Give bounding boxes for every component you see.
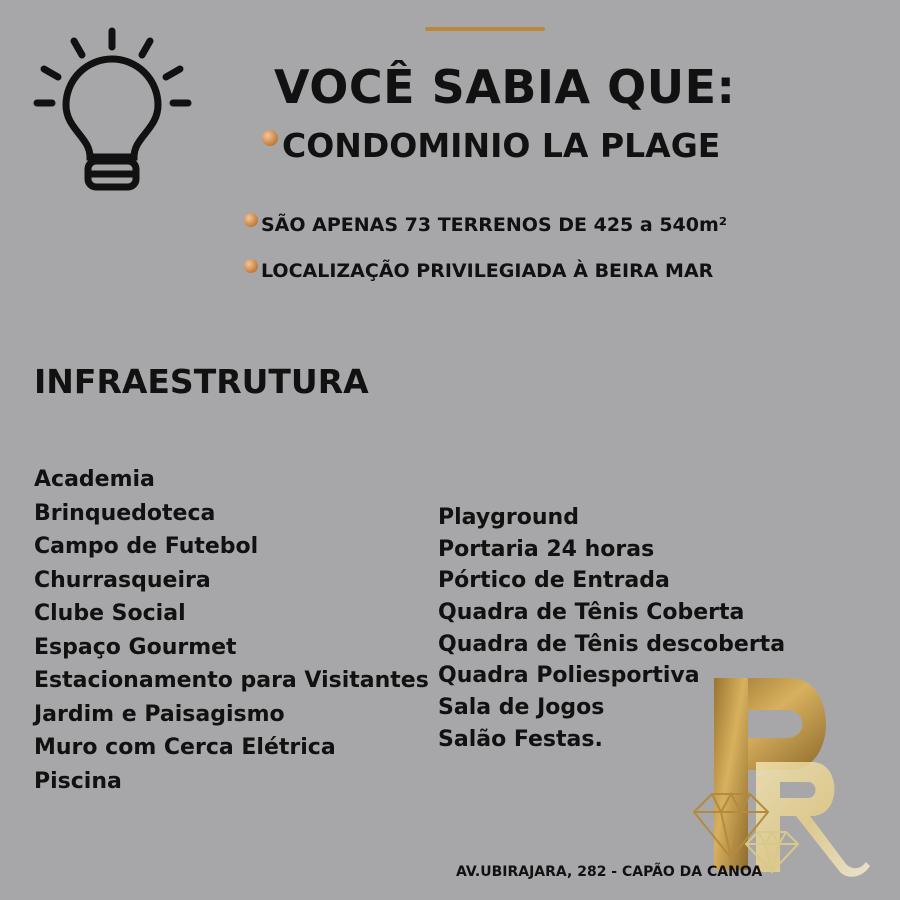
subtitle xyxy=(262,126,720,165)
list-item: Salão Festas. xyxy=(438,726,603,752)
list-item: Brinquedoteca xyxy=(34,500,216,526)
fact-text: SÃO APENAS 73 TERRENOS DE 425 a 540m² xyxy=(261,214,728,236)
letter-r-light xyxy=(756,762,870,877)
rr-diamond-logo xyxy=(690,672,885,887)
list-item: Churrasqueira xyxy=(34,567,211,593)
list-item: Muro com Cerca Elétrica xyxy=(34,735,336,760)
list-item: Espaço Gourmet xyxy=(34,634,237,660)
list-item: Quadra de Tênis Coberta xyxy=(438,600,745,626)
list-item: Jardim e Paisagismo xyxy=(34,701,285,727)
infrastructure-title: INFRAESTRUTURA xyxy=(34,362,369,401)
list-item: Piscina xyxy=(34,768,122,794)
lightbulb-icon xyxy=(30,25,195,200)
headline: VOCÊ SABIA QUE: xyxy=(274,60,736,114)
infrastructure-list-left xyxy=(34,463,429,798)
subtitle-text: CONDOMINIO LA PLAGE xyxy=(282,126,721,165)
fact-item xyxy=(244,214,727,260)
list-item: Sala de Jogos xyxy=(438,695,605,721)
list-item: Playground xyxy=(438,505,579,530)
list-item: Campo de Futebol xyxy=(34,534,259,559)
address-text: AV.UBIRAJARA, 282 - CAPÃO DA CANOA xyxy=(456,864,763,880)
list-item: Quadra Poliesportiva xyxy=(438,663,700,689)
bullet-dot-icon xyxy=(262,130,278,146)
list-item: Quadra de Tênis descoberta xyxy=(438,631,786,657)
list-item: Academia xyxy=(34,467,155,492)
list-item: Clube Social xyxy=(34,601,186,626)
list-item: Portaria 24 horas xyxy=(438,536,655,562)
top-accent-rule xyxy=(425,27,545,31)
bullet-dot-icon xyxy=(244,213,258,227)
facts-list xyxy=(244,214,727,306)
list-item: Estacionamento para Visitantes xyxy=(34,668,429,693)
fact-text: LOCALIZAÇÃO PRIVILEGIADA À BEIRA MAR xyxy=(261,260,714,282)
fact-item xyxy=(244,260,727,306)
list-item: Pórtico de Entrada xyxy=(438,568,670,594)
bullet-dot-icon xyxy=(244,259,258,273)
